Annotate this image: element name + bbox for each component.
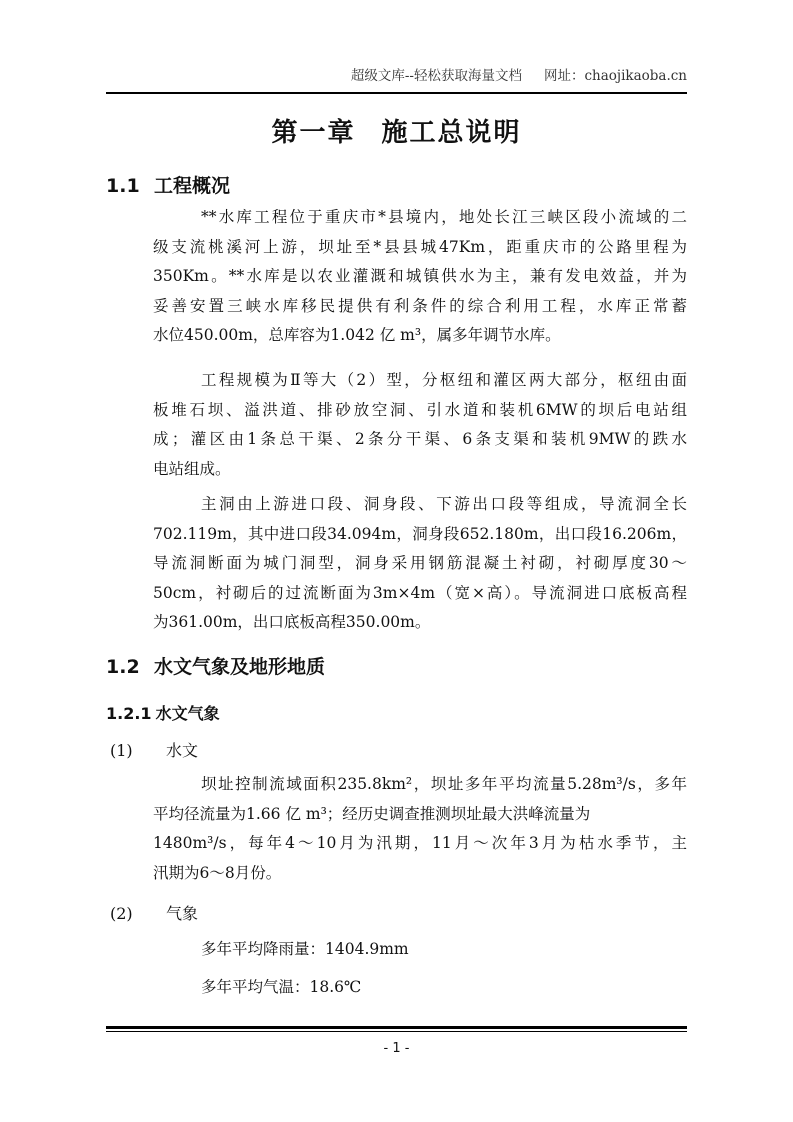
rainfall-text: 多年平均降雨量：1404.9mm — [201, 940, 409, 958]
subsection-heading-1-2-1 — [106, 701, 220, 724]
list-item-climate — [110, 901, 198, 924]
text-line: 1480m³/s，每年4～10月为汛期，11月～次年3月为枯水季节，主 — [153, 834, 687, 852]
item-number: (1) — [110, 741, 133, 760]
text-line: 工程规模为Ⅱ等大（2）型，分枢纽和灌区两大部分，枢纽由面 — [201, 371, 687, 389]
text-line: **水库工程位于重庆市*县境内，地处长江三峡区段小流域的二 — [201, 208, 687, 226]
footer-rule-thick — [106, 1026, 687, 1029]
section-number: 1.1 — [106, 175, 140, 197]
paragraph-scale — [153, 366, 687, 484]
text-line: 坝址控制流域面积235.8km²，坝址多年平均流量5.28m³/s，多年 — [201, 775, 687, 793]
section-title: 水文气象及地形地质 — [154, 656, 326, 678]
text-line: 板堆石坝、溢洪道、排砂放空洞、引水道和装机6MW的坝后电站组 — [153, 400, 687, 419]
item-title: 水文 — [166, 741, 199, 760]
list-item-hydrology — [110, 738, 198, 761]
text-line: 水位450.00m，总库容为1.042 亿 m³，属多年调节水库。 — [153, 326, 561, 344]
text-line: 汛期为6～8月份。 — [153, 863, 282, 882]
temperature-text: 多年平均气温：18.6℃ — [201, 978, 362, 996]
text-line: 导流洞断面为城门洞型，洞身采用钢筋混凝土衬砌，衬砌厚度30～ — [153, 554, 687, 572]
footer-rule-thin — [106, 1031, 687, 1032]
chapter-title — [0, 112, 793, 149]
header-url: 网址：chaojikaoba.cn — [543, 68, 687, 84]
section-number: 1.2 — [106, 656, 140, 678]
text-line: 为361.00m，出口底板高程350.00m。 — [153, 613, 431, 631]
page-number: - 1 - — [383, 1041, 410, 1056]
subsection-number: 1.2.1 — [106, 704, 152, 723]
header-rule — [106, 92, 687, 94]
chapter-number: 第一章 — [271, 118, 356, 148]
text-line: 702.119m，其中进口段34.094m，洞身段652.180m，出口段16.206m， — [153, 524, 687, 543]
paragraph-hydrology — [153, 770, 687, 888]
item-number: (2) — [110, 904, 133, 923]
chapter-name: 施工总说明 — [381, 118, 522, 148]
text-line: 350Km。**水库是以农业灌溉和城镇供水为主，兼有发电效益，并为 — [153, 267, 687, 285]
section-heading-1-1 — [106, 171, 230, 198]
text-line: 成；灌区由1条总干渠、2条分干渠、6条支渠和装机9MW的跌水 — [153, 430, 687, 448]
paragraph-overview — [153, 203, 687, 351]
text-line: 50cm，衬砌后的过流断面为3m×4m（宽×高）。导流洞进口底板高程 — [153, 583, 687, 602]
subsection-title: 水文气象 — [155, 704, 220, 723]
text-line: 平均径流量为1.66 亿 m³；经历史调查推测坝址最大洪峰流量为 — [153, 804, 591, 823]
paragraph-tunnel — [153, 490, 687, 638]
header-site-name: 超级文库--轻松获取海量文档 — [350, 68, 522, 84]
item-title: 气象 — [166, 904, 199, 923]
text-line: 电站组成。 — [153, 459, 231, 478]
section-heading-1-2 — [106, 652, 325, 679]
page-header — [351, 64, 687, 84]
text-line: 主洞由上游进口段、洞身段、下游出口段等组成，导流洞全长 — [201, 495, 687, 513]
text-line: 妥善安置三峡水库移民提供有利条件的综合利用工程，水库正常蓄 — [153, 296, 687, 315]
text-line: 级支流桃溪河上游，坝址至*县县城47Km，距重庆市的公路里程为 — [153, 237, 687, 256]
section-title: 工程概况 — [154, 175, 231, 197]
